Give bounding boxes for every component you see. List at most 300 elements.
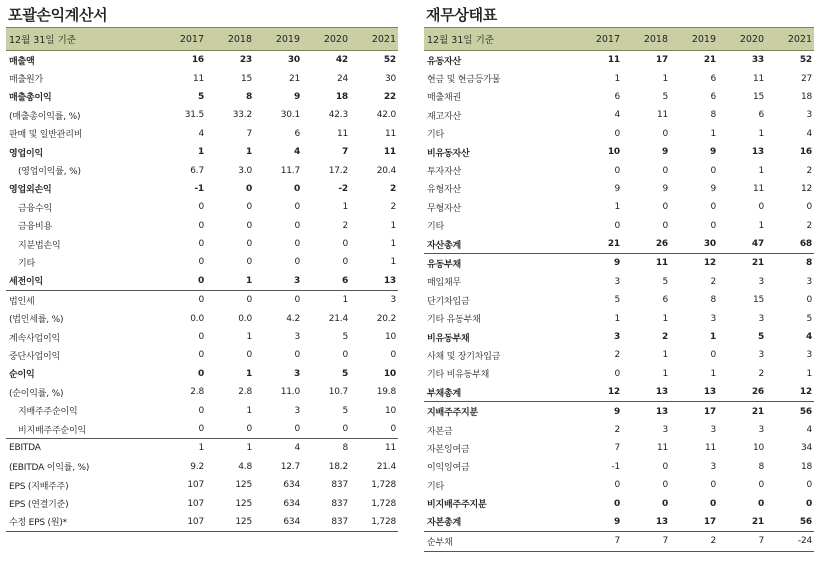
table-row — [6, 401, 398, 419]
row-label: EPS (지배주주) — [9, 481, 69, 492]
value-cell: 21 — [703, 55, 716, 66]
table-row — [424, 458, 814, 476]
value-cell: 26 — [655, 239, 668, 250]
row-label: 현금 및 현금등가물 — [427, 75, 501, 86]
value-cell: 7 — [341, 147, 348, 158]
value-cell: 0 — [614, 220, 620, 231]
value-cell: 6 — [710, 73, 716, 84]
row-label: 부채총계 — [427, 388, 461, 399]
value-cell: 18 — [335, 91, 348, 102]
row-label: 매출채권 — [427, 93, 461, 104]
value-cell: 9 — [574, 402, 622, 421]
value-cell: 10 — [752, 443, 764, 454]
value-cell: 0 — [198, 239, 204, 250]
value-cell: 3 — [710, 313, 716, 324]
table-row — [6, 272, 398, 291]
value-cell: 10 — [607, 147, 620, 158]
value-cell: 11 — [752, 73, 764, 84]
value-cell: 1 — [662, 368, 668, 379]
value-cell: 17 — [703, 516, 716, 527]
value-cell: 3 — [758, 425, 764, 435]
table-row — [424, 513, 814, 532]
value-cell: 1 — [709, 332, 716, 343]
value-cell: 26 — [751, 387, 764, 398]
value-cell: 7 — [614, 443, 620, 454]
table-row — [6, 383, 398, 401]
table-row — [424, 254, 814, 273]
value-cell: 2 — [342, 220, 348, 231]
table-row — [6, 106, 398, 124]
value-cell: 10 — [384, 405, 396, 416]
value-cell: 2 — [614, 425, 620, 435]
value-cell: 2 — [806, 220, 812, 231]
value-cell: 8 — [758, 461, 764, 472]
value-cell: 47 — [751, 239, 764, 250]
row-label: 순부채 — [424, 532, 574, 551]
row-label: 지배주주순이익 — [18, 407, 78, 418]
value-cell: 8 — [710, 295, 716, 306]
year-header: 2020 — [302, 28, 350, 51]
row-label: 투자자산 — [427, 167, 461, 178]
value-cell: 0 — [806, 202, 812, 213]
value-cell: 12 — [670, 254, 718, 273]
table-row — [6, 125, 398, 143]
balance-sheet-title: 재무상태표 — [426, 6, 497, 24]
value-cell: 1 — [197, 147, 204, 158]
value-cell: 2.8 — [238, 387, 252, 398]
value-cell: 8 — [710, 110, 716, 121]
row-label: 재고자산 — [427, 111, 461, 122]
row-label: 기타 — [427, 481, 444, 492]
table-row — [424, 402, 814, 421]
value-cell: 0 — [662, 128, 668, 139]
value-cell: 2 — [806, 165, 812, 176]
value-cell: 5 — [341, 368, 348, 379]
value-cell: 13 — [703, 387, 716, 398]
value-cell: 0 — [294, 350, 300, 361]
value-cell: 11 — [350, 439, 398, 458]
income-statement-title: 포괄손익계산서 — [8, 6, 108, 24]
table-row — [6, 198, 398, 216]
value-cell: 0 — [206, 291, 254, 310]
table-row — [6, 494, 398, 512]
row-label: 비지배주주지분 — [427, 500, 487, 511]
table-row — [6, 328, 398, 346]
value-cell: 0 — [710, 480, 716, 491]
value-cell: 0 — [246, 202, 252, 213]
row-label: 지분법손익 — [18, 240, 61, 251]
row-label: 무형자산 — [427, 203, 461, 214]
value-cell: 3 — [294, 405, 300, 416]
value-cell: 1 — [206, 439, 254, 458]
value-cell: 18.2 — [328, 461, 348, 472]
value-cell: 21.4 — [376, 461, 396, 472]
value-cell: 0 — [710, 350, 716, 361]
balance-sheet-panel — [424, 0, 814, 552]
table-row — [6, 365, 398, 383]
table-row — [6, 235, 398, 253]
value-cell: 2 — [710, 276, 716, 287]
value-cell: 1,728 — [371, 480, 396, 491]
row-label: 비지배주주순이익 — [18, 425, 86, 436]
value-cell: 8 — [766, 254, 814, 273]
value-cell: 21 — [288, 73, 300, 84]
value-cell: 0 — [245, 183, 252, 194]
value-cell: 11 — [622, 254, 670, 273]
row-label: 단기차입금 — [427, 296, 470, 307]
value-cell: 0 — [662, 165, 668, 176]
value-cell: 31.5 — [184, 110, 204, 121]
table-header-row — [6, 28, 398, 51]
row-label: 금융수익 — [18, 203, 52, 214]
row-label: (매출총이익률, %) — [9, 111, 81, 122]
value-cell: 3 — [294, 332, 300, 343]
table-row — [424, 217, 814, 235]
value-cell: 11 — [383, 147, 396, 158]
value-cell: 10 — [384, 332, 396, 343]
value-cell: 1 — [302, 291, 350, 310]
value-cell: 12.7 — [280, 461, 300, 472]
value-cell: 125 — [206, 513, 254, 532]
value-cell: 30.1 — [280, 110, 300, 121]
table-row — [6, 161, 398, 179]
table-row — [424, 383, 814, 402]
row-label: (영업이익률, %) — [18, 167, 81, 178]
value-cell: 6 — [614, 91, 620, 102]
value-cell: 5 — [757, 332, 764, 343]
value-cell: 11 — [656, 443, 668, 454]
row-label: 법인세 — [6, 291, 158, 310]
value-cell: 8 — [302, 439, 350, 458]
value-cell: 9 — [614, 183, 620, 194]
value-cell: 5 — [662, 276, 668, 287]
table-row — [424, 51, 814, 70]
value-cell: 3 — [293, 275, 300, 286]
row-label: 자본금 — [427, 426, 453, 437]
value-cell: 634 — [283, 498, 300, 509]
value-cell: 0 — [158, 291, 206, 310]
value-cell: 22 — [383, 91, 396, 102]
table-row — [6, 69, 398, 87]
row-label: 지배주주지분 — [424, 402, 574, 421]
row-label: 기타 유동부채 — [427, 315, 481, 326]
value-cell: 837 — [302, 513, 350, 532]
value-cell: -1 — [611, 461, 620, 472]
value-cell: 0 — [662, 202, 668, 213]
value-cell: 0 — [614, 165, 620, 176]
value-cell: 21 — [751, 516, 764, 527]
value-cell: 0 — [758, 480, 764, 491]
row-label: 금융비용 — [18, 222, 52, 233]
value-cell: 0 — [805, 498, 812, 509]
row-label: 세전이익 — [9, 277, 43, 288]
value-cell: 3 — [350, 291, 398, 310]
value-cell: 10.7 — [328, 387, 348, 398]
value-cell: 21.4 — [328, 313, 348, 324]
value-cell: 9 — [574, 254, 622, 273]
value-cell: 0 — [294, 202, 300, 213]
table-row — [6, 143, 398, 161]
value-cell: 11.0 — [280, 387, 300, 398]
table-row — [6, 291, 398, 310]
value-cell: 107 — [158, 513, 206, 532]
year-header: 2018 — [622, 28, 670, 51]
value-cell: 0.0 — [190, 313, 204, 324]
value-cell: 6 — [294, 128, 300, 139]
value-cell: 1 — [758, 128, 764, 139]
value-cell: 107 — [187, 480, 204, 491]
value-cell: 0 — [342, 239, 348, 250]
value-cell: 9 — [293, 91, 300, 102]
value-cell: 56 — [766, 402, 814, 421]
value-cell: 15 — [752, 295, 764, 306]
row-label: 수정 EPS (원)* — [6, 513, 158, 532]
income-statement-table — [6, 27, 398, 532]
value-cell: 52 — [799, 55, 812, 66]
value-cell: -1 — [194, 183, 204, 194]
value-cell: 1 — [710, 128, 716, 139]
value-cell: 3.0 — [238, 165, 252, 176]
value-cell: 11.7 — [280, 165, 300, 176]
value-cell: 9 — [709, 147, 716, 158]
value-cell: 7 — [246, 128, 252, 139]
date-basis-header: 12월 31일 기준 — [6, 28, 158, 51]
table-row — [424, 365, 814, 383]
income-statement-panel — [6, 0, 398, 532]
value-cell: 4 — [293, 147, 300, 158]
value-cell: 1 — [614, 313, 620, 324]
value-cell: 0 — [710, 202, 716, 213]
value-cell: 9 — [710, 183, 716, 194]
value-cell: 0 — [614, 480, 620, 491]
row-label: 자본총계 — [427, 518, 461, 529]
row-label: 기타 — [427, 222, 444, 233]
table-row — [6, 217, 398, 235]
value-cell: 1 — [342, 202, 348, 213]
value-cell: 6 — [662, 295, 668, 306]
value-cell: 3 — [662, 425, 668, 435]
row-label: 유동부채 — [424, 254, 574, 273]
value-cell: 0 — [806, 295, 812, 306]
row-label: 영업외손익 — [9, 185, 52, 196]
value-cell: 11 — [656, 110, 668, 121]
value-cell: 1 — [662, 313, 668, 324]
year-header: 2017 — [574, 28, 622, 51]
value-cell: 0 — [198, 257, 204, 268]
value-cell: 7 — [718, 532, 766, 551]
value-cell: 1 — [758, 165, 764, 176]
value-cell: 9 — [613, 516, 620, 527]
value-cell: 107 — [187, 498, 204, 509]
value-cell: 11 — [192, 73, 204, 84]
value-cell: 0 — [294, 257, 300, 268]
table-row — [424, 346, 814, 364]
value-cell: 5 — [662, 91, 668, 102]
row-label: 영업이익 — [9, 148, 43, 159]
table-row — [6, 180, 398, 198]
value-cell: 0 — [710, 220, 716, 231]
row-label: EPS (연결기준) — [9, 500, 69, 511]
row-label: 자산총계 — [427, 240, 461, 251]
table-row — [6, 51, 398, 70]
table-row — [424, 532, 814, 551]
value-cell: 1 — [246, 332, 252, 343]
row-label: (법인세률, %) — [9, 315, 64, 326]
value-cell: 23 — [239, 55, 252, 66]
row-label: 순이익 — [9, 370, 35, 381]
value-cell: 34 — [800, 443, 812, 454]
value-cell: 12 — [800, 183, 812, 194]
row-label: 매출액 — [9, 56, 35, 67]
year-header: 2019 — [670, 28, 718, 51]
table-row — [6, 346, 398, 364]
value-cell: 1 — [245, 147, 252, 158]
value-cell: 6 — [341, 275, 348, 286]
table-row — [424, 235, 814, 254]
year-header: 2020 — [718, 28, 766, 51]
value-cell: 3 — [293, 368, 300, 379]
table-row — [424, 161, 814, 179]
table-row — [424, 494, 814, 512]
table-row — [424, 291, 814, 309]
value-cell: 2 — [758, 368, 764, 379]
value-cell: 837 — [331, 498, 348, 509]
table-row — [424, 198, 814, 216]
row-label: 기타 — [427, 130, 444, 141]
value-cell: 1 — [614, 73, 620, 84]
value-cell: 9 — [662, 183, 668, 194]
value-cell: 4 — [614, 110, 620, 121]
value-cell: 18 — [800, 461, 812, 472]
value-cell: 0 — [294, 424, 300, 434]
table-header-row — [424, 28, 814, 51]
value-cell: 0 — [662, 220, 668, 231]
value-cell: 30 — [384, 73, 396, 84]
value-cell: 1 — [710, 368, 716, 379]
value-cell: 5 — [197, 91, 204, 102]
year-header: 2021 — [350, 28, 398, 51]
row-label: 비유동자산 — [427, 148, 470, 159]
value-cell: 30 — [287, 55, 300, 66]
value-cell: 0 — [198, 405, 204, 416]
year-header: 2017 — [158, 28, 206, 51]
value-cell: 17.2 — [328, 165, 348, 176]
row-label: 유동자산 — [427, 56, 461, 67]
value-cell: 5 — [342, 405, 348, 416]
row-label: 매출원가 — [9, 75, 43, 86]
value-cell: 19.8 — [376, 387, 396, 398]
row-label: (EBITDA 이익률, %) — [9, 463, 90, 474]
value-cell: 52 — [383, 55, 396, 66]
value-cell: 9 — [661, 147, 668, 158]
value-cell: 42.0 — [376, 110, 396, 121]
value-cell: 634 — [283, 480, 300, 491]
value-cell: 5 — [342, 332, 348, 343]
value-cell: 2 — [390, 202, 396, 213]
value-cell: 1 — [806, 368, 812, 379]
value-cell: 1 — [662, 73, 668, 84]
value-cell: 4 — [254, 439, 302, 458]
table-row — [424, 180, 814, 198]
value-cell: 68 — [799, 239, 812, 250]
table-row — [6, 439, 398, 458]
value-cell: 3 — [806, 110, 812, 121]
value-cell: 4.8 — [238, 461, 252, 472]
value-cell: 13 — [655, 516, 668, 527]
value-cell: 0 — [342, 257, 348, 268]
value-cell: 10 — [383, 368, 396, 379]
value-cell: 2 — [661, 332, 668, 343]
table-row — [6, 253, 398, 271]
row-label: 매입채무 — [427, 278, 461, 289]
table-row — [6, 476, 398, 494]
value-cell: 21 — [718, 254, 766, 273]
value-cell: 0 — [294, 239, 300, 250]
value-cell: 56 — [799, 516, 812, 527]
row-label: 계속사업이익 — [9, 333, 60, 344]
income-statement-body — [6, 51, 398, 532]
value-cell: 0 — [197, 368, 204, 379]
value-cell: 0.0 — [238, 313, 252, 324]
table-row — [424, 88, 814, 106]
value-cell: 12 — [799, 387, 812, 398]
value-cell: 3 — [613, 332, 620, 343]
row-label: 유형자산 — [427, 185, 461, 196]
row-label: 비유동부채 — [427, 333, 470, 344]
value-cell: 0 — [294, 220, 300, 231]
value-cell: 30 — [703, 239, 716, 250]
table-row — [424, 273, 814, 291]
value-cell: 0 — [342, 424, 348, 434]
table-row — [6, 309, 398, 327]
value-cell: 0 — [198, 202, 204, 213]
value-cell: 0 — [198, 350, 204, 361]
value-cell: 8 — [245, 91, 252, 102]
balance-sheet-body — [424, 51, 814, 552]
value-cell: 4 — [198, 128, 204, 139]
value-cell: 1,728 — [371, 498, 396, 509]
value-cell: 11 — [704, 443, 716, 454]
table-row — [424, 328, 814, 346]
value-cell: 4 — [805, 332, 812, 343]
value-cell: 15 — [240, 73, 252, 84]
value-cell: 21 — [607, 239, 620, 250]
table-row — [6, 420, 398, 439]
value-cell: 634 — [254, 513, 302, 532]
value-cell: 11 — [752, 183, 764, 194]
row-label: 기타 — [18, 258, 35, 269]
year-header: 2018 — [206, 28, 254, 51]
row-label: 자본잉여금 — [427, 444, 470, 455]
value-cell: 27 — [800, 73, 812, 84]
value-cell: 1 — [246, 405, 252, 416]
value-cell: 7 — [574, 532, 622, 551]
value-cell: 0 — [757, 498, 764, 509]
value-cell: 0 — [710, 165, 716, 176]
table-row — [424, 106, 814, 124]
value-cell: 15 — [752, 91, 764, 102]
value-cell: 5 — [614, 295, 620, 306]
table-row — [424, 143, 814, 161]
value-cell: 3 — [758, 350, 764, 361]
row-label: 사채 및 장기차입금 — [427, 351, 501, 362]
value-cell: 0 — [661, 498, 668, 509]
value-cell: 9.2 — [190, 461, 204, 472]
table-row — [424, 439, 814, 457]
value-cell: 0 — [709, 498, 716, 509]
value-cell: 2 — [389, 183, 396, 194]
value-cell: 0 — [614, 128, 620, 139]
